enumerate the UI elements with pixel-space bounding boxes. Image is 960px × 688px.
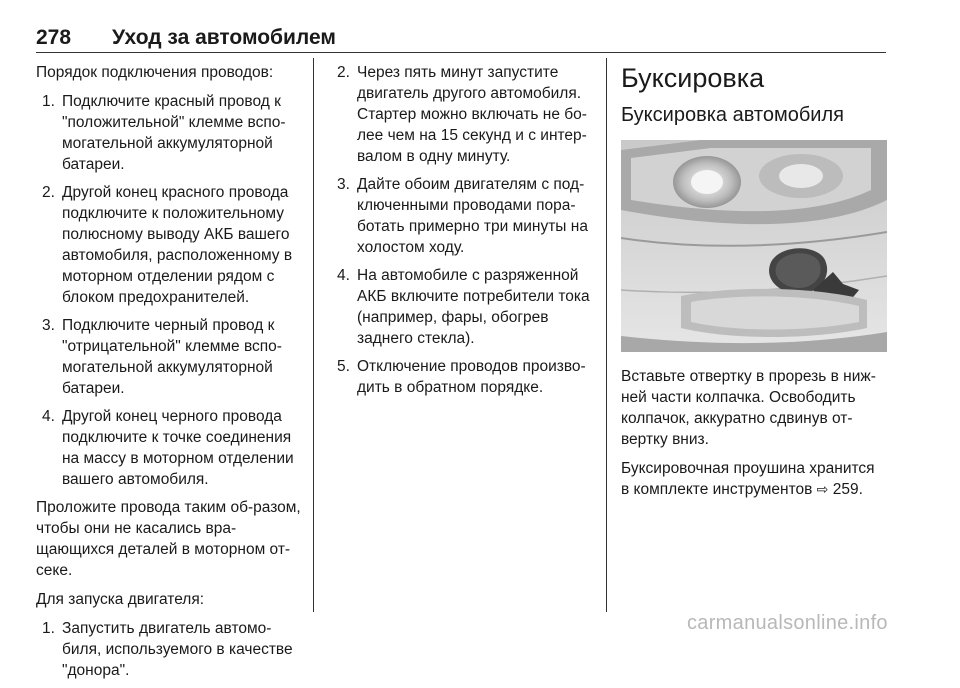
text-column-3	[621, 62, 887, 508]
list-item	[331, 356, 597, 398]
list-item	[331, 174, 597, 258]
cover-removal-instruction: Вставьте отвертку в прорезь в ниж-ней части колпачка. Освободить колпачок, аккуратно сдвинув от-вертку вниз.	[621, 368, 876, 448]
list-item	[36, 91, 302, 175]
list-item	[36, 182, 302, 308]
step-number: 3.	[337, 176, 350, 193]
step-number: 4.	[42, 408, 55, 425]
cable-routing-note: Проложите провода таким об-разом, чтобы они не касались вра-щающихся деталей в моторном от-секе.	[36, 499, 301, 579]
engine-start-intro: Для запуска двигателя:	[36, 591, 205, 608]
step-text: Дайте обоим двигателям с под-ключенными проводами пора-ботать примерно три минуты на холостом ходу.	[357, 176, 588, 256]
connection-steps-list	[36, 91, 302, 490]
header-divider	[36, 52, 886, 53]
step-number: 2.	[337, 64, 350, 81]
text-column-1	[36, 62, 302, 688]
step-text: Другой конец красного провода подключите к положительному полюсному выводу АКБ вашего автомобиля, расположенному в моторном отделении рядом с блоком предохранителей.	[62, 184, 293, 306]
list-item	[36, 315, 302, 399]
step-number: 1.	[42, 620, 55, 637]
step-text: Отключение проводов произво-дить в обратном порядке.	[357, 358, 586, 396]
step-number: 2.	[42, 184, 55, 201]
step-text: Запустить двигатель автомо-биля, используемого в качестве "донора".	[62, 620, 293, 679]
subsection-title: Буксировка автомобиля	[621, 104, 844, 126]
storage-note-text: Буксировочная проушина хранится в комплекте инструментов	[621, 460, 875, 498]
engine-start-steps-list	[36, 618, 302, 681]
list-item	[331, 265, 597, 349]
chapter-title: Уход за автомобилем	[112, 26, 336, 49]
connection-intro: Порядок подключения проводов:	[36, 64, 274, 81]
page-reference-arrow-icon: ⇨	[816, 481, 829, 497]
step-text: Подключите красный провод к "положительной" клемме вспо-могательной аккумуляторной батареи.	[62, 93, 286, 173]
page-number: 278	[36, 26, 72, 49]
step-text: Через пять минут запустите двигатель другого автомобиля. Стартер можно включать не бо-лее чем на 15 секунд и с интер-валом в одну минуту.	[357, 64, 587, 165]
column-divider-1	[313, 58, 314, 612]
step-number: 3.	[42, 317, 55, 334]
step-number: 5.	[337, 358, 350, 375]
step-text: Подключите черный провод к "отрицательной" клемме вспо-могательной аккумуляторной батареи.	[62, 317, 282, 397]
step-text: На автомобиле с разряженной АКБ включите потребители тока (например, фары, обогрев заднего стекла).	[357, 267, 590, 347]
list-item	[36, 618, 302, 681]
engine-start-steps-continued	[331, 62, 597, 398]
car-front-bumper-drawing	[621, 140, 887, 352]
column-divider-2	[606, 58, 607, 612]
step-number: 4.	[337, 267, 350, 284]
page-header	[36, 26, 886, 52]
list-item	[36, 406, 302, 490]
section-title: Буксировка	[621, 63, 765, 93]
text-column-2	[331, 62, 597, 405]
page-reference-link[interactable]: 259.	[832, 481, 863, 498]
step-number: 1.	[42, 93, 55, 110]
step-text: Другой конец черного провода подключите к точке соединения на массу в моторном отделении вашего автомобиля.	[62, 408, 294, 488]
towing-eye-cover-illustration	[621, 140, 887, 352]
towing-eye-storage-note	[621, 458, 887, 500]
watermark: carmanualsonline.info	[687, 612, 888, 634]
list-item	[331, 62, 597, 167]
